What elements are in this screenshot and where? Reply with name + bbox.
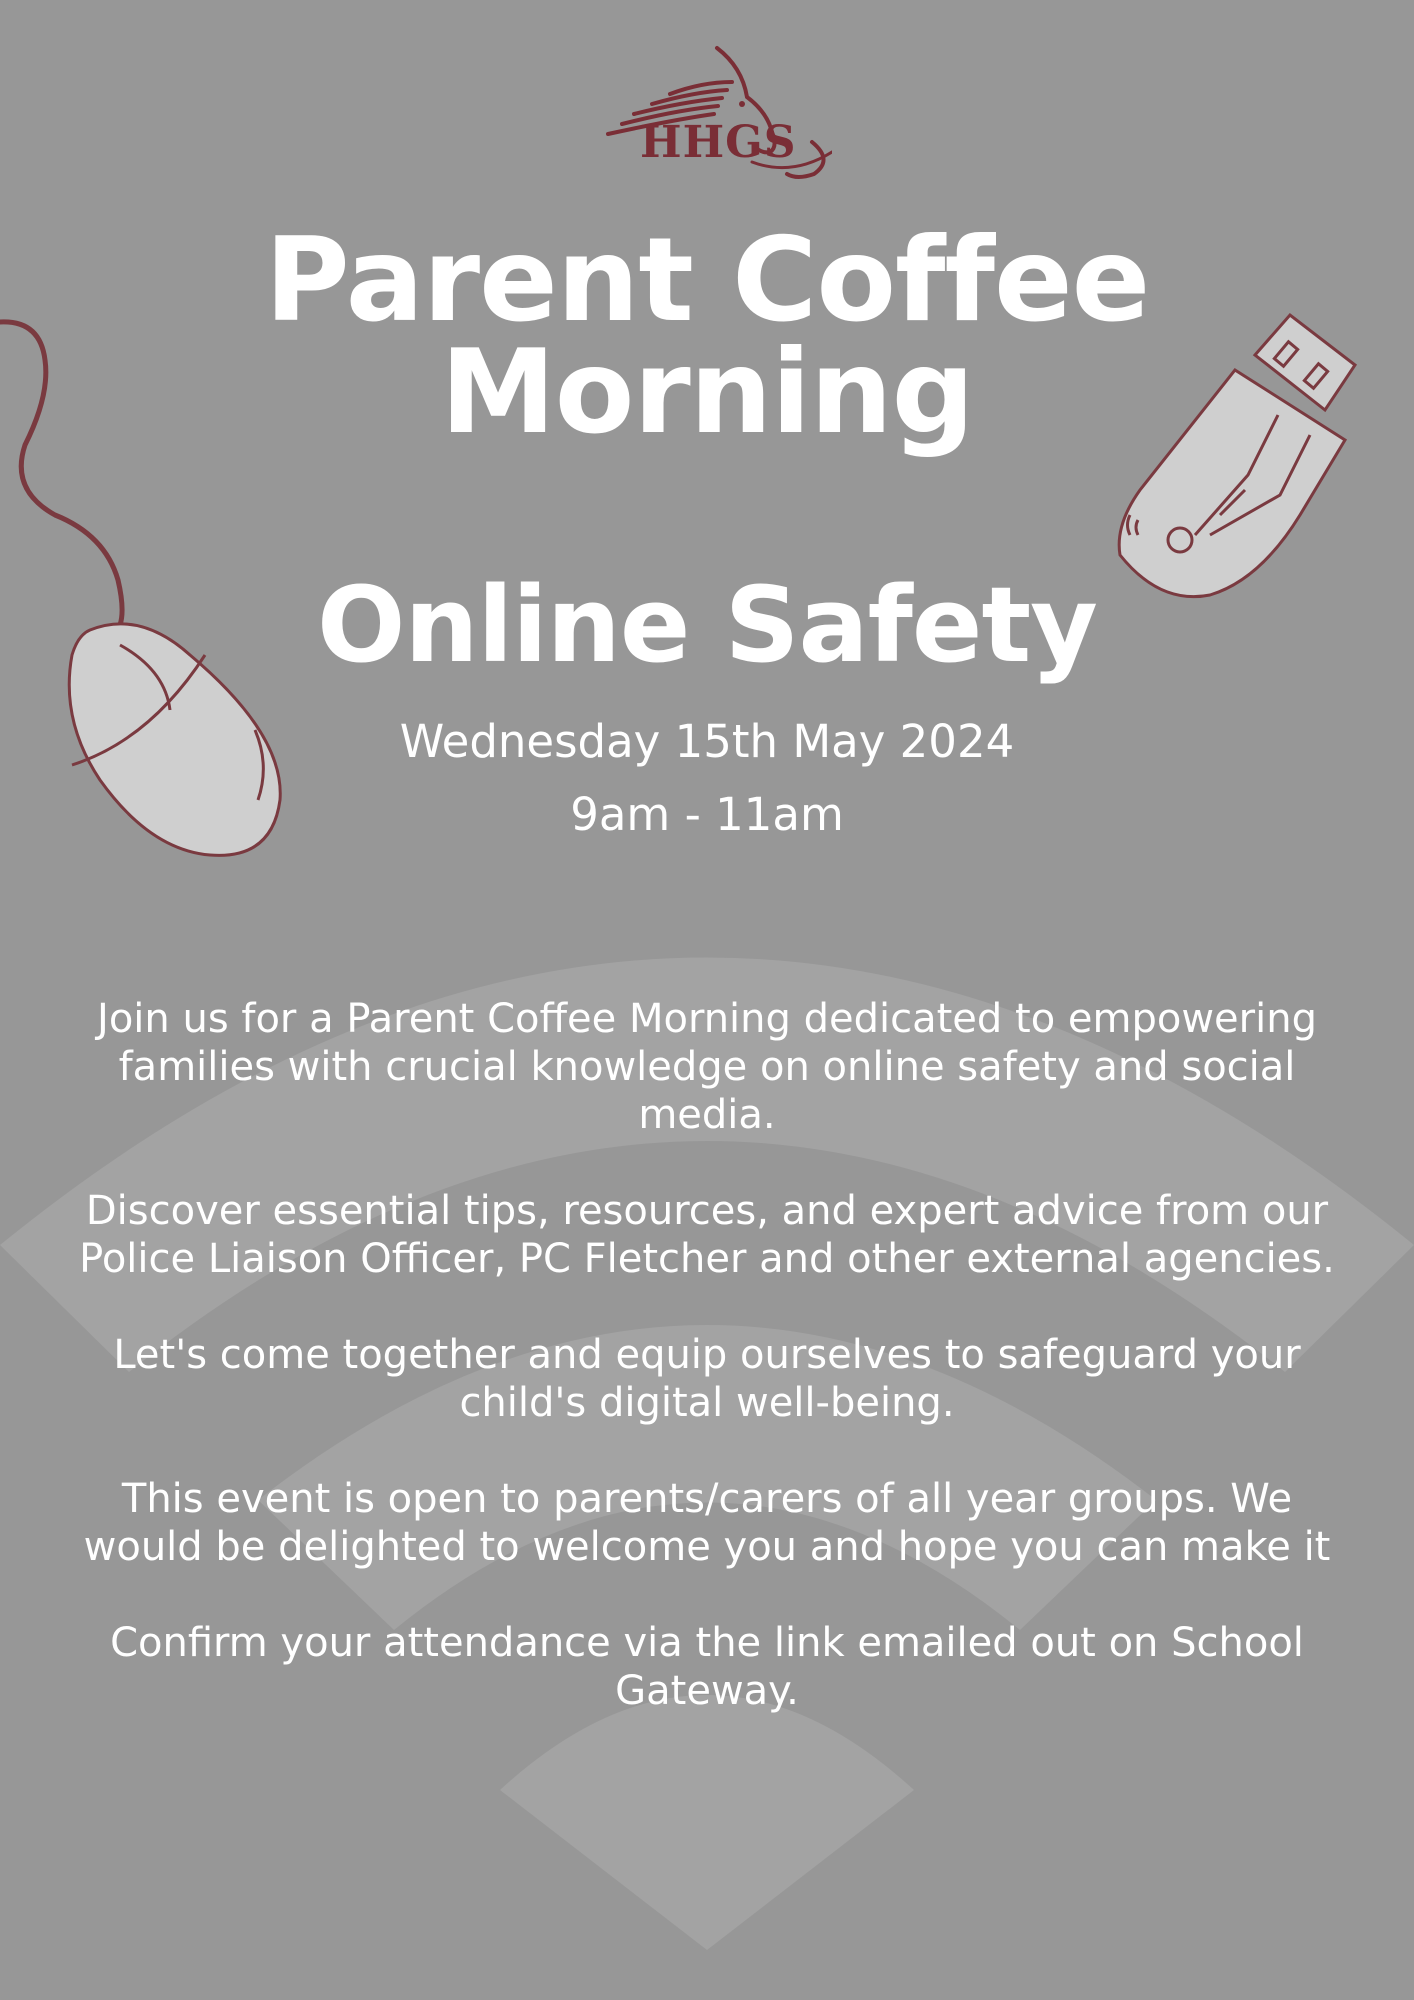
paragraph-together: Let's come together and equip ourselves to safeguard your child's digital well-being. <box>113 1332 1301 1426</box>
event-date: Wednesday 15th May 2024 <box>399 715 1015 768</box>
logo-text: HHGS <box>640 117 797 168</box>
school-logo <box>582 42 832 182</box>
paragraph-open-event: This event is open to parents/carers of all year groups. We would be delighted to welcome you and hope you can make it <box>83 1476 1331 1570</box>
event-title: Parent Coffee Morning <box>264 213 1150 460</box>
event-subtitle: Online Safety <box>317 564 1097 686</box>
paragraph-advice: Discover essential tips, resources, and expert advice from our Police Liaison Officer, PC Fletcher and other external agencies. <box>79 1188 1335 1282</box>
paragraph-confirm-attendance: Confirm your attendance via the link emailed out on School Gateway. <box>110 1620 1304 1714</box>
event-time: 9am - 11am <box>570 788 844 841</box>
paragraph-intro: Join us for a Parent Coffee Morning dedicated to empowering families with crucial knowledge on online safety and social media. <box>97 996 1317 1138</box>
event-description <box>60 995 1354 1763</box>
